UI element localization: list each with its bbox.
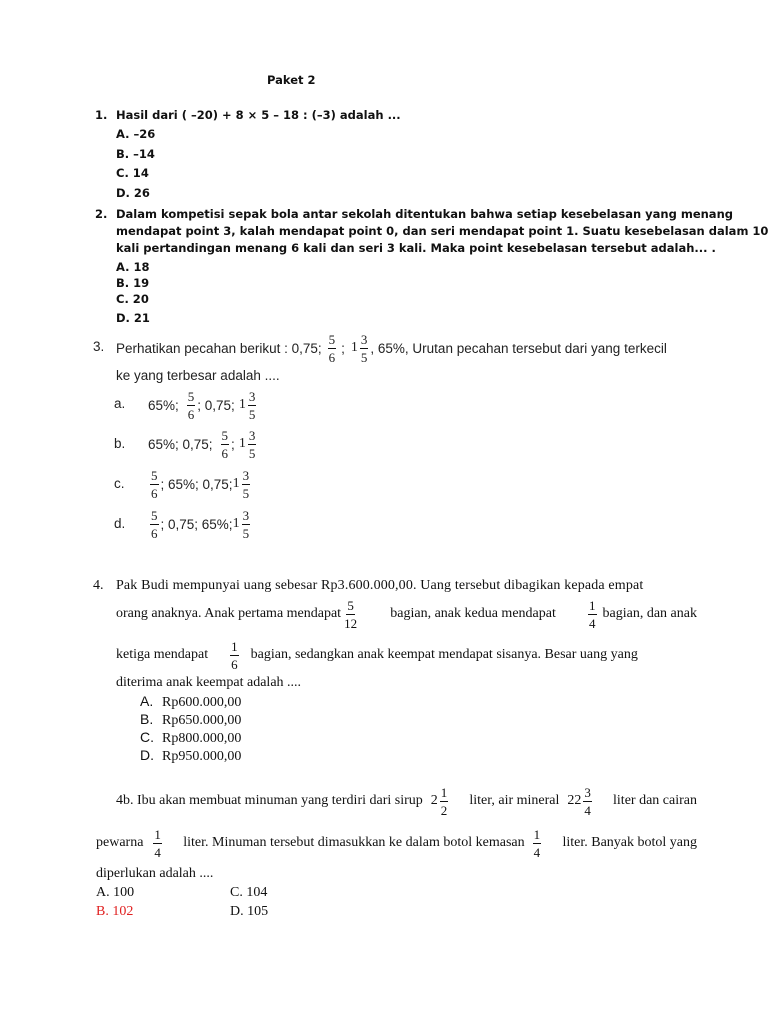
q4b-line-2 bbox=[96, 824, 697, 862]
q4b-line-2-text: liter. Banyak botol yang bbox=[562, 835, 697, 850]
mixed-number bbox=[431, 786, 451, 817]
q4b-option-b-highlighted: B. 102 bbox=[96, 904, 134, 919]
numerator: 3 bbox=[360, 331, 368, 347]
numerator: 1 bbox=[533, 826, 541, 842]
fraction bbox=[248, 429, 257, 460]
numerator: 5 bbox=[151, 467, 158, 483]
numerator: 3 bbox=[584, 784, 591, 800]
option-letter: A. bbox=[140, 693, 154, 709]
option-text: Rp800.000,00 bbox=[162, 731, 242, 746]
q2-number: 2. bbox=[95, 207, 108, 221]
fraction bbox=[360, 333, 369, 364]
q4-line-1-text: Pak Budi mempunyai uang sebesar Rp3.600.000,00. Uang tersebut dibagikan kepada empat bbox=[116, 578, 644, 593]
q4b-line-1-text: liter dan cairan bbox=[613, 793, 697, 808]
separator: ; bbox=[341, 340, 345, 356]
whole: 1 bbox=[238, 436, 246, 451]
denominator: 2 bbox=[440, 802, 448, 818]
fraction bbox=[242, 509, 251, 540]
fraction bbox=[230, 640, 239, 671]
fraction bbox=[150, 469, 159, 500]
option-letter: C. bbox=[140, 729, 154, 745]
q4b-option-a: A. 100 bbox=[96, 885, 135, 900]
q3-option-d bbox=[148, 507, 252, 541]
denominator: 6 bbox=[328, 349, 336, 365]
q4-line-2-text: orang anaknya. Anak pertama mendapat bbox=[116, 606, 342, 621]
q3-option-a-label: a. bbox=[114, 396, 126, 411]
q2-option-b: B. 19 bbox=[116, 276, 150, 290]
numerator: 1 bbox=[589, 597, 596, 613]
q2-line-3: kali pertandingan menang 6 kali dan seri 3 kali. Maka point kesebelasan tersebut adalah... . bbox=[116, 241, 716, 255]
option-text: ; 0,75; 65%; bbox=[160, 516, 233, 532]
option-text: ; 0,75; bbox=[197, 397, 235, 413]
numerator: 5 bbox=[151, 507, 158, 523]
q4b-line-1 bbox=[116, 782, 697, 820]
q4b-option-c: C. 104 bbox=[230, 885, 268, 900]
option-text: 65%; bbox=[148, 397, 179, 413]
fraction bbox=[533, 828, 542, 859]
option-text: Rp950.000,00 bbox=[162, 749, 242, 764]
numerator: 5 bbox=[221, 427, 229, 443]
q4b-line-2-text: liter. Minuman tersebut dimasukkan ke dalam botol kemasan bbox=[183, 835, 525, 850]
q4-line-2-text: bagian, anak kedua mendapat bbox=[390, 606, 556, 621]
q1-text: Hasil dari ( –20) + 8 × 5 – 18 : (–3) adalah ... bbox=[116, 108, 401, 122]
q4b-line-1-text: liter, air mineral bbox=[469, 793, 560, 808]
q2-line-2: mendapat point 3, kalah mendapat point 0, dan seri mendapat point 1. Suatu kesebelasan dalam 10 bbox=[116, 224, 768, 238]
denominator: 12 bbox=[344, 615, 358, 631]
q1-number: 1. bbox=[95, 108, 108, 122]
q4-line-3-text: ketiga mendapat bbox=[116, 647, 209, 662]
q4b-line-3: diperlukan adalah .... bbox=[96, 866, 214, 881]
q3-option-a bbox=[148, 388, 258, 422]
q2-option-c: C. 20 bbox=[116, 292, 149, 306]
fraction bbox=[153, 828, 162, 859]
q3-option-b bbox=[148, 427, 258, 461]
fraction bbox=[440, 786, 449, 817]
numerator: 3 bbox=[242, 467, 250, 483]
option-text: Rp600.000,00 bbox=[162, 695, 242, 710]
numerator: 1 bbox=[154, 826, 161, 842]
denominator: 5 bbox=[242, 525, 250, 541]
q1-option-c: C. 14 bbox=[116, 166, 149, 180]
mixed-number bbox=[567, 786, 594, 817]
q4-line-2 bbox=[116, 596, 697, 632]
q4-line-3-text: bagian, sedangkan anak keempat mendapat sisanya. Besar uang yang bbox=[250, 647, 638, 662]
denominator: 5 bbox=[248, 406, 256, 422]
mixed-number bbox=[239, 390, 259, 421]
numerator: 5 bbox=[347, 597, 354, 613]
fraction bbox=[248, 390, 257, 421]
denominator: 4 bbox=[533, 844, 541, 860]
q1-option-b: B. –14 bbox=[116, 147, 155, 161]
numerator: 5 bbox=[328, 331, 336, 347]
numerator: 3 bbox=[242, 507, 250, 523]
option-text: Rp650.000,00 bbox=[162, 713, 242, 728]
q3-tail: , 65%, Urutan pecahan tersebut dari yang terkecil bbox=[370, 340, 667, 356]
mixed-number bbox=[351, 333, 371, 364]
whole: 1 bbox=[350, 340, 358, 355]
q2-option-d: D. 21 bbox=[116, 311, 150, 325]
q4-option-b bbox=[140, 711, 241, 729]
q4-line-2-text: bagian, dan anak bbox=[602, 606, 697, 621]
denominator: 4 bbox=[589, 615, 596, 631]
whole: 1 bbox=[232, 516, 240, 531]
page-title: Paket 2 bbox=[267, 73, 316, 87]
mixed-number bbox=[239, 429, 259, 460]
q4-line-4: diterima anak keempat adalah .... bbox=[116, 675, 302, 690]
q3-intro: Perhatikan pecahan berikut : 0,75; bbox=[116, 340, 322, 356]
fraction bbox=[242, 469, 251, 500]
q4-option-c bbox=[140, 729, 241, 747]
q4b-line-1-text: 4b. Ibu akan membuat minuman yang terdiri dari sirup bbox=[116, 793, 423, 808]
q3-option-b-label: b. bbox=[114, 436, 126, 451]
q3-line-2: ke yang terbesar adalah .... bbox=[116, 368, 280, 383]
numerator: 1 bbox=[440, 784, 448, 800]
option-letter: D. bbox=[140, 747, 154, 763]
q4b-option-d: D. 105 bbox=[230, 904, 269, 919]
fraction bbox=[583, 786, 592, 817]
denominator: 5 bbox=[242, 485, 250, 501]
q4-option-a bbox=[140, 693, 241, 711]
q3-question bbox=[116, 330, 667, 366]
denominator: 5 bbox=[248, 445, 256, 461]
q2-option-a: A. 18 bbox=[116, 260, 150, 274]
q1-option-a: A. –26 bbox=[116, 127, 156, 141]
whole: 22 bbox=[567, 793, 582, 808]
q4-line-3 bbox=[116, 637, 697, 673]
denominator: 4 bbox=[584, 802, 591, 818]
q4-option-d bbox=[140, 747, 241, 765]
numerator: 5 bbox=[187, 388, 195, 404]
option-text: ; 65%; 0,75; bbox=[160, 476, 233, 492]
fraction bbox=[588, 599, 597, 630]
option-text: 65%; 0,75; bbox=[148, 436, 213, 452]
mixed-number bbox=[233, 469, 253, 500]
whole: 1 bbox=[238, 397, 246, 412]
whole: 2 bbox=[430, 793, 438, 808]
q3-option-c-label: c. bbox=[114, 476, 125, 491]
fraction bbox=[328, 333, 337, 364]
numerator: 3 bbox=[248, 427, 256, 443]
option-letter: B. bbox=[140, 711, 154, 727]
denominator: 6 bbox=[231, 656, 238, 672]
denominator: 4 bbox=[154, 844, 161, 860]
fraction bbox=[343, 599, 358, 630]
fraction bbox=[221, 429, 230, 460]
q4-number: 4. bbox=[93, 578, 104, 593]
whole: 1 bbox=[232, 476, 240, 491]
denominator: 6 bbox=[151, 525, 158, 541]
q4b-line-2-text: pewarna bbox=[96, 835, 144, 850]
q3-number: 3. bbox=[93, 339, 105, 354]
q1-option-d: D. 26 bbox=[116, 186, 150, 200]
q4-line-1 bbox=[116, 578, 697, 594]
fraction bbox=[150, 509, 159, 540]
option-text: ; bbox=[231, 436, 235, 452]
numerator: 1 bbox=[231, 638, 238, 654]
fraction bbox=[187, 390, 196, 421]
q3-option-d-label: d. bbox=[114, 516, 126, 531]
denominator: 5 bbox=[360, 349, 368, 365]
denominator: 6 bbox=[221, 445, 229, 461]
q2-line-1: Dalam kompetisi sepak bola antar sekolah ditentukan bahwa setiap kesebelasan yang menang bbox=[116, 207, 733, 221]
numerator: 3 bbox=[248, 388, 256, 404]
denominator: 6 bbox=[151, 485, 158, 501]
denominator: 6 bbox=[187, 406, 195, 422]
q3-option-c bbox=[148, 467, 252, 501]
mixed-number bbox=[233, 509, 253, 540]
